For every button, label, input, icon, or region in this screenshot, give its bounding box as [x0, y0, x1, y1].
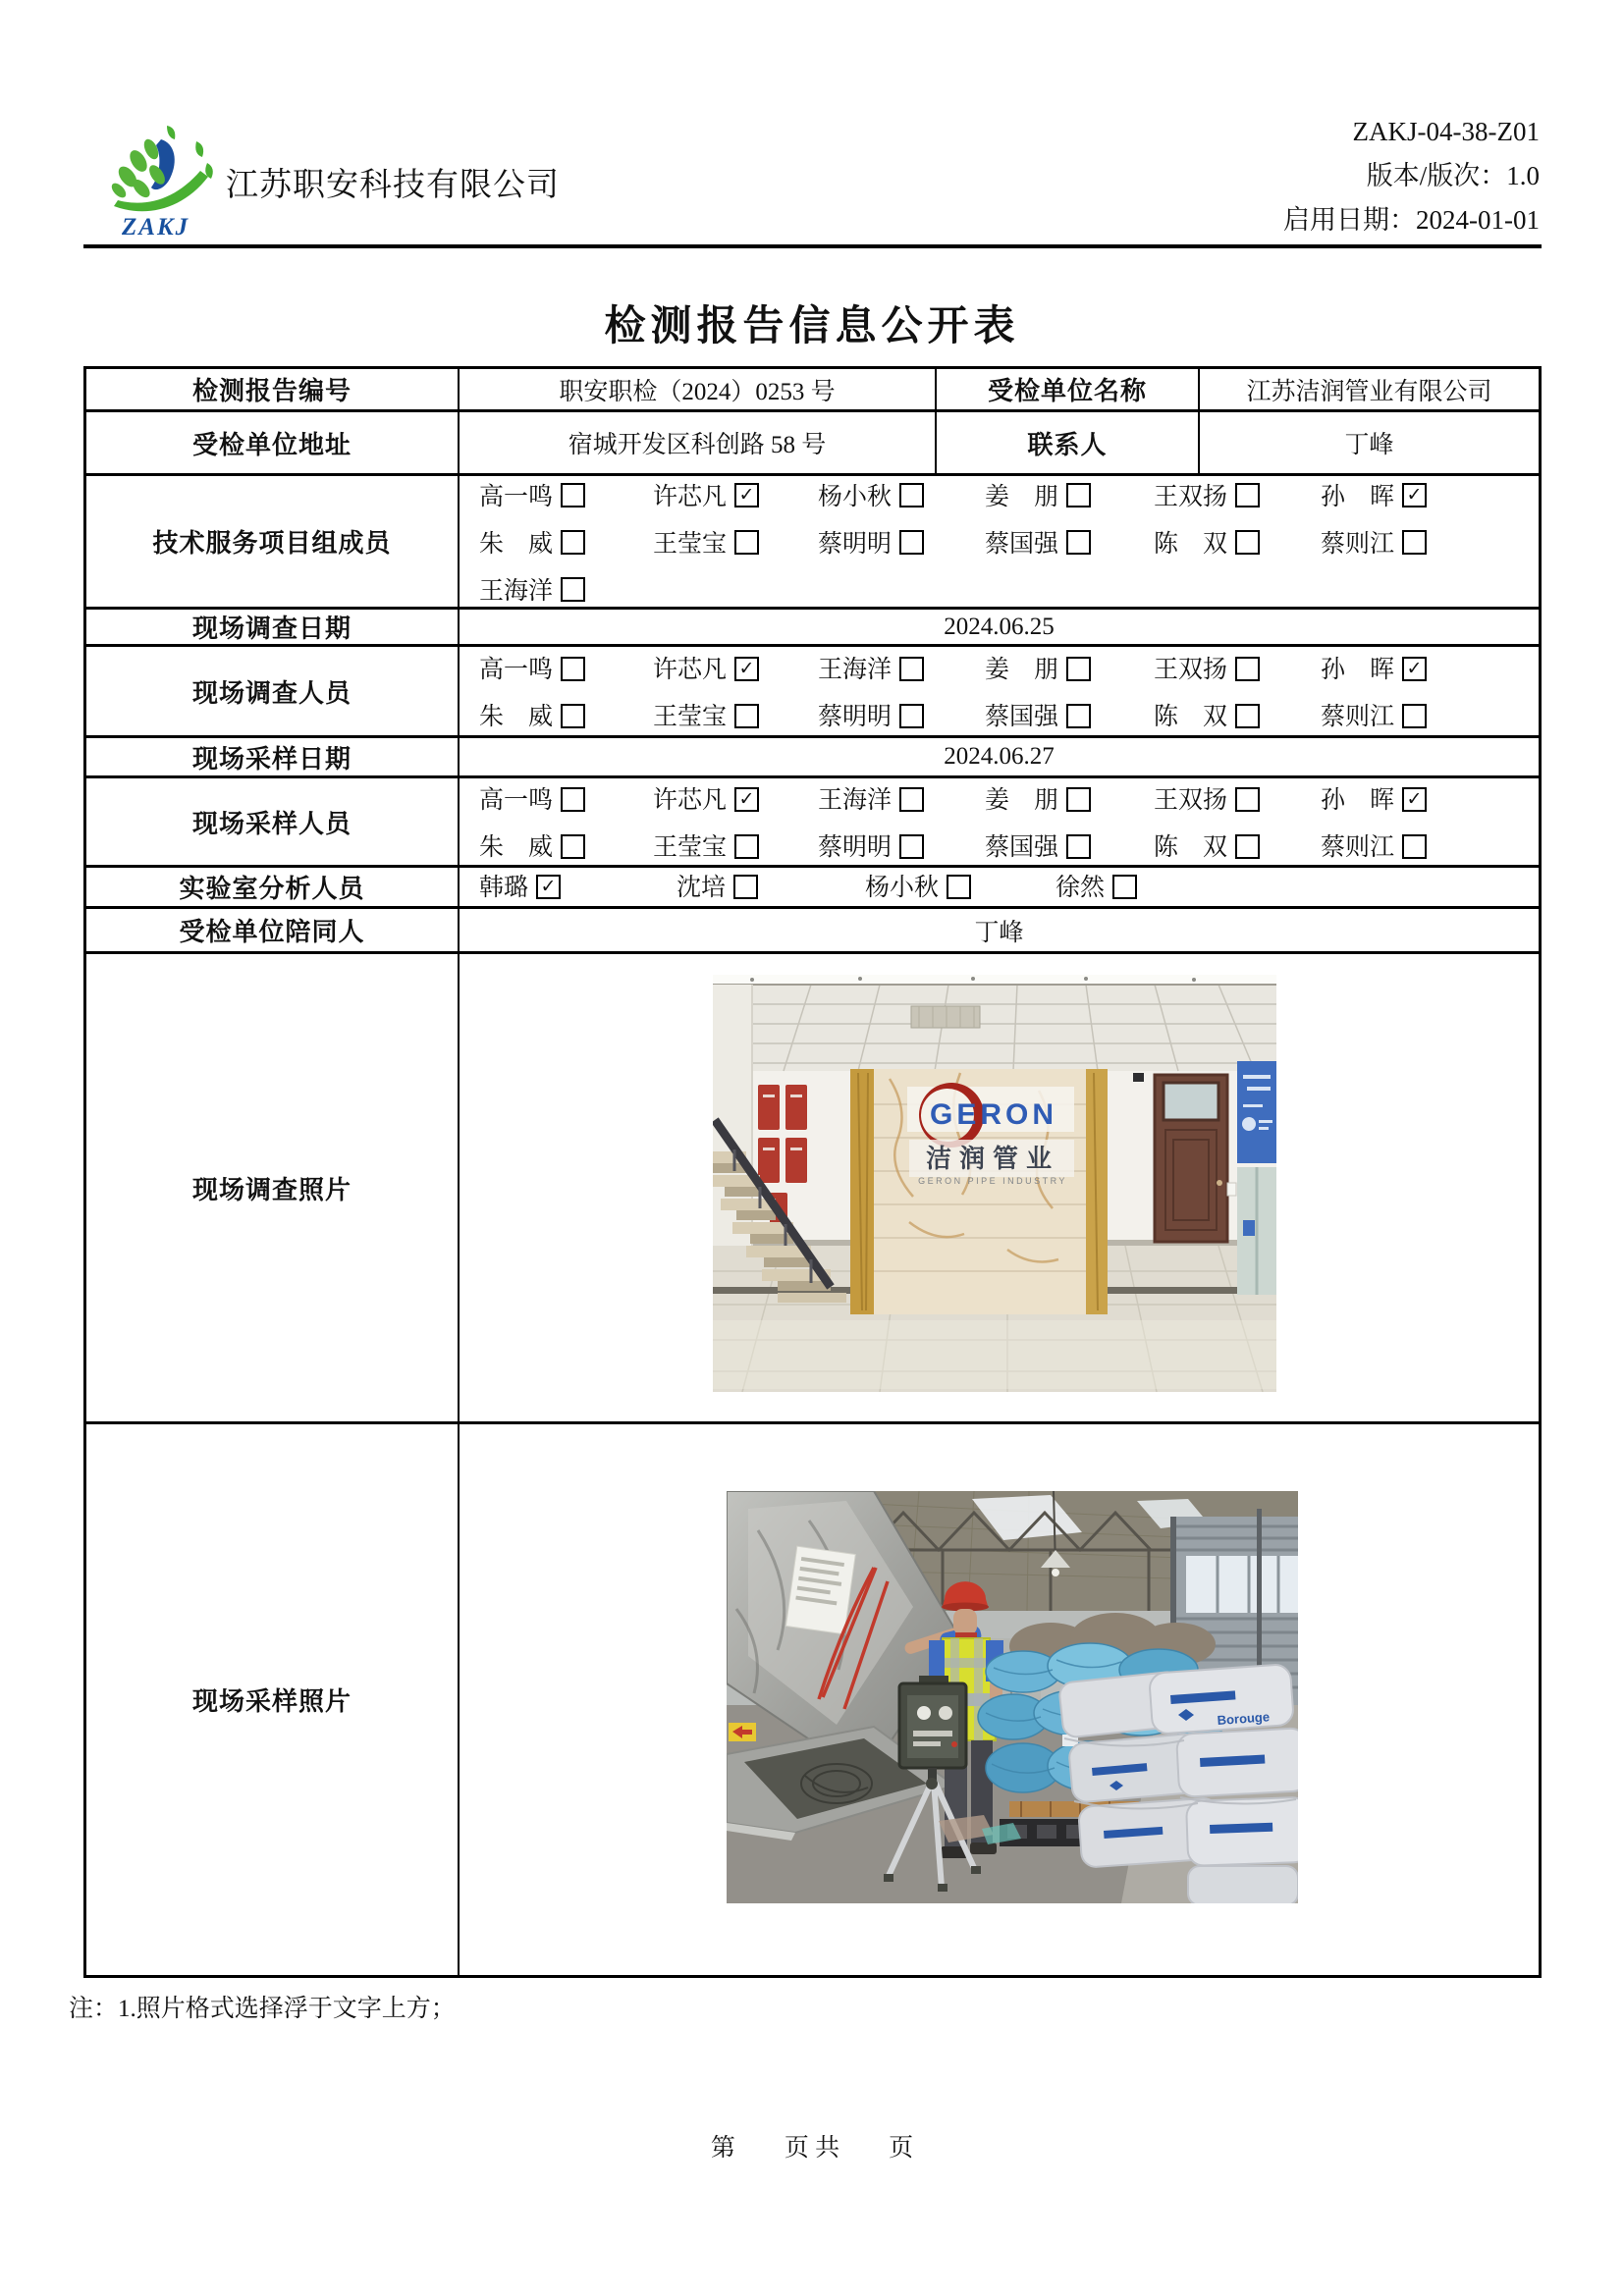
person-name: 孙 晖 — [1321, 483, 1395, 510]
org-name-label: 受检单位名称 — [937, 369, 1200, 412]
checkbox-unchecked-icon — [734, 834, 759, 859]
team-member-list — [460, 476, 1539, 610]
sampling-photo-cell — [460, 1424, 1539, 1975]
person-checkbox-item — [1154, 828, 1321, 863]
person-checkbox-item — [1056, 868, 1224, 903]
person-name: 蔡则江 — [1321, 834, 1395, 861]
person-checkbox-item — [818, 477, 985, 512]
person-name: 蔡国强 — [985, 530, 1059, 558]
person-checkbox-item — [479, 780, 653, 816]
page-number-footer: 第 页 共 页 — [710, 2135, 914, 2162]
person-name: 高一鸣 — [479, 483, 554, 510]
header-divider — [83, 244, 1542, 248]
person-name: 许芯凡 — [653, 787, 728, 814]
person-name: 陈 双 — [1154, 704, 1228, 730]
person-checkbox-item — [818, 650, 985, 685]
checkbox-unchecked-icon — [899, 530, 924, 555]
person-checkbox-item — [1154, 477, 1321, 512]
checkbox-unchecked-icon — [1066, 834, 1091, 859]
person-name: 王海洋 — [818, 787, 893, 814]
photo1-caption-text: GERON PIPE INDUSTRY — [918, 1176, 1067, 1186]
person-name: 徐然 — [1056, 875, 1106, 901]
person-checkbox-item — [1321, 477, 1427, 512]
person-name: 韩璐 — [479, 875, 529, 901]
lab-staff-list — [460, 868, 1539, 909]
survey-staff-label: 现场调查人员 — [86, 647, 460, 738]
person-name: 许芯凡 — [653, 657, 728, 683]
person-checkbox-item — [1154, 524, 1321, 560]
doc-start-date: 启用日期：2024-01-01 — [1283, 205, 1540, 235]
checkbox-unchecked-icon — [899, 787, 924, 812]
person-checkbox-item — [1154, 780, 1321, 816]
survey-photo-cell — [460, 954, 1539, 1424]
doc-code: ZAKJ-04-38-Z01 — [1352, 117, 1540, 146]
person-name: 朱 威 — [479, 530, 554, 558]
footnote: 注：1.照片格式选择浮于文字上方； — [69, 1996, 456, 2022]
checkbox-checked-icon: ✓ — [734, 657, 759, 681]
survey-staff-list — [460, 647, 1539, 738]
survey-photo-image — [713, 975, 1276, 1392]
person-name: 王莹宝 — [653, 834, 728, 861]
logo-text: ZAKJ — [122, 214, 190, 240]
checkbox-unchecked-icon — [561, 787, 585, 812]
checkbox-unchecked-icon — [561, 577, 585, 602]
person-name: 王双扬 — [1154, 657, 1228, 683]
person-checkbox-item — [985, 780, 1154, 816]
doc-version: 版本/版次：1.0 — [1366, 161, 1540, 190]
person-name: 王莹宝 — [653, 530, 728, 558]
member-line — [479, 868, 1539, 903]
person-name: 许芯凡 — [653, 483, 728, 510]
person-name: 蔡则江 — [1321, 704, 1395, 730]
lab-staff-label: 实验室分析人员 — [86, 868, 460, 909]
person-checkbox-item — [818, 780, 985, 816]
checkbox-unchecked-icon — [1235, 787, 1260, 812]
person-name: 王海洋 — [479, 577, 554, 605]
person-name: 蔡明明 — [818, 704, 893, 730]
page-title: 检测报告信息公开表 — [604, 302, 1020, 348]
person-checkbox-item — [985, 477, 1154, 512]
checkbox-unchecked-icon — [561, 530, 585, 555]
person-name: 王海洋 — [818, 657, 893, 683]
person-checkbox-item — [1154, 650, 1321, 685]
person-name: 蔡则江 — [1321, 530, 1395, 558]
photo2-sack-brand-text: Borouge — [1217, 1709, 1271, 1728]
person-name: 杨小秋 — [818, 483, 893, 510]
person-name: 蔡国强 — [985, 834, 1059, 861]
person-checkbox-item — [985, 524, 1154, 560]
person-checkbox-item — [1321, 780, 1427, 816]
person-checkbox-item — [818, 697, 985, 732]
checkbox-unchecked-icon — [1235, 530, 1260, 555]
person-checkbox-item — [653, 828, 818, 863]
checkbox-unchecked-icon — [1402, 834, 1427, 859]
checkbox-checked-icon: ✓ — [1402, 483, 1427, 507]
address-value: 宿城开发区科创路 58 号 — [460, 412, 937, 476]
person-name: 沈培 — [677, 875, 727, 901]
member-line — [479, 650, 1539, 685]
person-name: 姜 朋 — [985, 787, 1059, 814]
person-name: 朱 威 — [479, 834, 554, 861]
info-table — [83, 366, 1542, 1978]
member-line — [479, 571, 1539, 607]
escort-label: 受检单位陪同人 — [86, 909, 460, 954]
contact-value: 丁峰 — [1200, 412, 1539, 476]
checkbox-unchecked-icon — [1066, 483, 1091, 507]
person-checkbox-item — [653, 650, 818, 685]
person-checkbox-item — [653, 697, 818, 732]
person-name: 杨小秋 — [865, 875, 940, 901]
sample-staff-list — [460, 778, 1539, 868]
checkbox-checked-icon: ✓ — [734, 787, 759, 812]
person-name: 蔡国强 — [985, 704, 1059, 730]
person-checkbox-item — [1321, 828, 1427, 863]
person-checkbox-item — [479, 650, 653, 685]
sampling-photo-image — [727, 1491, 1298, 1903]
checkbox-unchecked-icon — [1235, 483, 1260, 507]
person-name: 王莹宝 — [653, 704, 728, 730]
checkbox-checked-icon: ✓ — [536, 875, 561, 899]
checkbox-unchecked-icon — [561, 834, 585, 859]
person-checkbox-item — [479, 477, 653, 512]
person-name: 陈 双 — [1154, 834, 1228, 861]
checkbox-unchecked-icon — [1066, 704, 1091, 728]
person-checkbox-item — [479, 697, 653, 732]
person-checkbox-item — [653, 524, 818, 560]
person-name: 孙 晖 — [1321, 657, 1395, 683]
person-name: 王双扬 — [1154, 483, 1228, 510]
sample-date-value: 2024.06.27 — [460, 738, 1539, 778]
person-checkbox-item — [479, 524, 653, 560]
checkbox-unchecked-icon — [1235, 704, 1260, 728]
person-name: 高一鸣 — [479, 787, 554, 814]
person-name: 陈 双 — [1154, 530, 1228, 558]
checkbox-checked-icon: ✓ — [1402, 787, 1427, 812]
person-checkbox-item — [818, 828, 985, 863]
checkbox-unchecked-icon — [561, 657, 585, 681]
checkbox-unchecked-icon — [1112, 875, 1137, 899]
person-checkbox-item — [479, 828, 653, 863]
sample-staff-label: 现场采样人员 — [86, 778, 460, 868]
person-name: 姜 朋 — [985, 657, 1059, 683]
contact-label: 联系人 — [937, 412, 1200, 476]
member-line — [479, 697, 1539, 732]
person-name: 朱 威 — [479, 704, 554, 730]
checkbox-unchecked-icon — [734, 530, 759, 555]
survey-photo-label: 现场调查照片 — [86, 954, 460, 1424]
person-checkbox-item — [479, 571, 653, 607]
checkbox-unchecked-icon — [1402, 704, 1427, 728]
checkbox-unchecked-icon — [561, 483, 585, 507]
checkbox-unchecked-icon — [733, 875, 758, 899]
company-name: 江苏职安科技有限公司 — [226, 168, 560, 203]
checkbox-unchecked-icon — [734, 704, 759, 728]
photo1-brand-text: GERON — [929, 1098, 1058, 1131]
escort-value: 丁峰 — [460, 909, 1539, 954]
checkbox-checked-icon: ✓ — [734, 483, 759, 507]
person-checkbox-item — [865, 868, 1032, 903]
person-name: 高一鸣 — [479, 657, 554, 683]
report-no-value: 职安职检（2024）0253 号 — [460, 369, 937, 412]
checkbox-unchecked-icon — [947, 875, 971, 899]
checkbox-unchecked-icon — [899, 483, 924, 507]
checkbox-unchecked-icon — [1066, 787, 1091, 812]
person-name: 王双扬 — [1154, 787, 1228, 814]
member-line — [479, 477, 1539, 512]
checkbox-checked-icon: ✓ — [1402, 657, 1427, 681]
document-meta — [1283, 110, 1540, 242]
person-checkbox-item — [1154, 697, 1321, 732]
survey-date-value: 2024.06.25 — [460, 610, 1539, 647]
person-checkbox-item — [1321, 650, 1427, 685]
sampling-photo-label: 现场采样照片 — [86, 1424, 460, 1975]
person-checkbox-item — [677, 868, 841, 903]
org-name-value: 江苏洁润管业有限公司 — [1200, 369, 1539, 412]
person-checkbox-item — [1321, 524, 1427, 560]
checkbox-unchecked-icon — [899, 657, 924, 681]
person-checkbox-item — [985, 650, 1154, 685]
person-checkbox-item — [653, 780, 818, 816]
company-logo-icon — [106, 120, 224, 218]
checkbox-unchecked-icon — [1235, 834, 1260, 859]
person-checkbox-item — [985, 697, 1154, 732]
person-name: 蔡明明 — [818, 834, 893, 861]
person-name: 姜 朋 — [985, 483, 1059, 510]
checkbox-unchecked-icon — [1402, 530, 1427, 555]
person-name: 孙 晖 — [1321, 787, 1395, 814]
photo1-brand-cn-text: 洁润管业 — [925, 1144, 1060, 1173]
sample-date-label: 现场采样日期 — [86, 738, 460, 778]
person-checkbox-item — [653, 477, 818, 512]
person-checkbox-item — [818, 524, 985, 560]
member-line — [479, 828, 1539, 863]
survey-date-label: 现场调查日期 — [86, 610, 460, 647]
person-name: 蔡明明 — [818, 530, 893, 558]
checkbox-unchecked-icon — [899, 834, 924, 859]
address-label: 受检单位地址 — [86, 412, 460, 476]
team-label: 技术服务项目组成员 — [86, 476, 460, 610]
report-no-label: 检测报告编号 — [86, 369, 460, 412]
member-line — [479, 780, 1539, 816]
checkbox-unchecked-icon — [899, 704, 924, 728]
checkbox-unchecked-icon — [1066, 530, 1091, 555]
person-checkbox-item — [985, 828, 1154, 863]
checkbox-unchecked-icon — [561, 704, 585, 728]
checkbox-unchecked-icon — [1235, 657, 1260, 681]
member-line — [479, 524, 1539, 560]
checkbox-unchecked-icon — [1066, 657, 1091, 681]
person-checkbox-item — [479, 868, 653, 903]
person-checkbox-item — [1321, 697, 1427, 732]
